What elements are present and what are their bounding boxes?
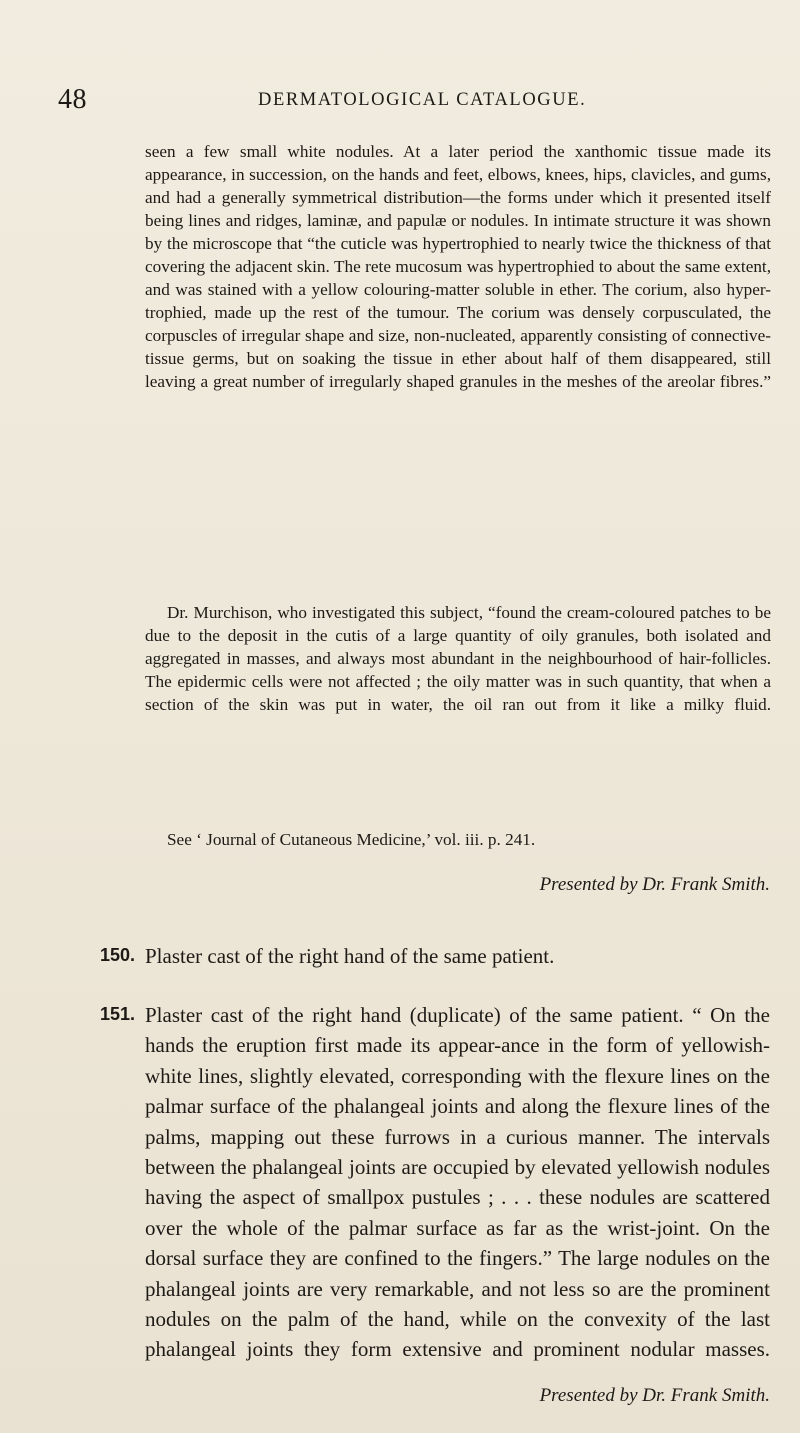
catalogue-entry-151 <box>100 1004 772 1384</box>
paragraph-continued: seen a few small white nodules. At a later period the xanthomic tissue made its appearance, in succession, on the hands and feet, elbows, knees, hips, clavicles, and gums, and had a generally symmetrical distribution—the forms under which it presented itself being lines and ridges, laminæ, and papulæ or nodules. In intimate structure it was shown by the microscope that “the cuticle was hypertrophied to nearly twice the thickness of that covering the adjacent skin. The rete mucosum was hypertrophied to about the same extent, and was stained with a yellow colouring-matter soluble in ether. The corium, also hyper-trophied, made up the rest of the tumour. The corium was densely corpusculated, the corpuscles of irregular shape and size, non-nucleated, apparently consisting of connective-tissue germs, but on soaking the tissue in ether about half of them disappeared, still leaving a great number of irregularly shaped granules in the meshes of the areolar fibres.” <box>145 142 771 391</box>
paragraph-murchison: Dr. Murchison, who investigated this subject, “found the cream-coloured patches to be due to the deposit in the cutis of a large quantity of oily granules, both isolated and aggregated in masses, and always most abundant in the neighbourhood of hair-follicles. The epidermic cells were not affected ; the oily matter was in such quantity, that when a section of the skin was put in water, the oil ran out from it like a milky fluid. <box>145 603 771 714</box>
running-title: DERMATOLOGICAL CATALOGUE. <box>258 90 587 110</box>
entry-number: 151. <box>100 1004 136 1024</box>
page-number: 48 <box>58 84 87 115</box>
presented-by-credit-second: Presented by Dr. Frank Smith. <box>539 1385 770 1406</box>
paragraph-reference: See ‘ Journal of Cutaneous Medicine,’ vol. iii. p. 241. <box>167 830 536 849</box>
entry-text: Plaster cast of the right hand (duplicate) of the same patient. “ On the hands the eruption first made its appear-ance in the form of yellowish-white lines, slightly elevated, corresponding with the flexure lines on the palmar surface of the phalangeal joints and along the flexure lines of the palms, mapping out these furrows in a curious manner. The intervals between the phalangeal joints are occupied by elevated yellowish nodules having the aspect of smallpox pustules ; . . . these nodules are scattered over the whole of the palmar surface as far as the wrist-joint. On the dorsal surface they are confined to the fingers.” The large nodules on the phalangeal joints are very remarkable, and not less so are the prominent nodules on the palm of the hand, while on the convexity of the last phalangeal joints they form extensive and prominent nodular masses. <box>145 1003 770 1362</box>
presented-by-credit: Presented by Dr. Frank Smith. <box>539 874 770 895</box>
catalogue-entry-150 <box>100 945 772 977</box>
running-head <box>58 84 758 120</box>
entry-number: 150. <box>100 945 136 965</box>
entry-text: Plaster cast of the right hand of the same patient. <box>145 944 555 968</box>
